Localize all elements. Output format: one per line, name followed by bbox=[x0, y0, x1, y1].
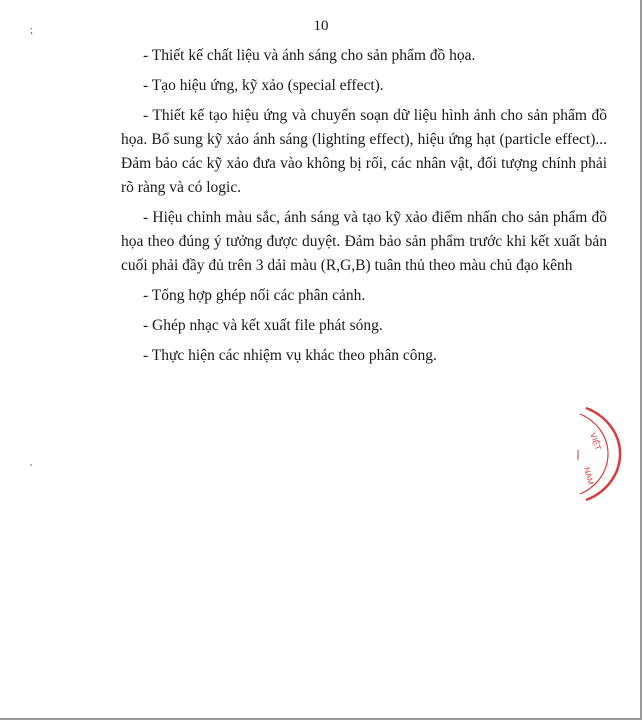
paragraph-color-correction: - Hiệu chỉnh màu sắc, ánh sáng và tạo kỹ xảo điểm nhấn cho sản phẩm đồ họa theo đúng ý tưởng được duyệt. Đảm bảo sản phẩm trước khi kết xuất bản cuối phải đầy đủ trên 3 dải màu (R,G,B) tuân thủ theo màu chủ đạo kênh bbox=[121, 209, 607, 274]
company-stamp bbox=[572, 404, 628, 504]
paragraph-material-lighting: - Thiết kế chất liệu và ánh sáng cho sản phẩm đồ họa. bbox=[143, 47, 476, 64]
body-text bbox=[121, 44, 607, 374]
paragraph-special-effect: - Tạo hiệu ứng, kỹ xảo (special effect). bbox=[143, 77, 384, 94]
margin-mark-semicolon: ; bbox=[30, 24, 34, 36]
paragraph-compositing: - Tổng hợp ghép nối các phân cảnh. bbox=[143, 287, 366, 304]
stamp-text-top: VIỆT bbox=[588, 431, 603, 452]
stamp-text-bottom: NAM bbox=[582, 466, 596, 486]
stamp-outer-ring bbox=[586, 408, 620, 500]
paragraph-music-export: - Ghép nhạc và kết xuất file phát sóng. bbox=[143, 317, 383, 334]
margin-mark-tick: ' bbox=[30, 462, 32, 474]
paragraph-effects-design: - Thiết kế tạo hiệu ứng và chuyển soạn dữ liệu hình ảnh cho sản phẩm đồ họa. Bổ sung kỹ xảo ánh sáng (lighting effect), hiệu ứng hạt (particle effect)... Đảm bảo các kỹ xảo đưa vào không bị rối, các nhân vật, đối tượng chính phải rõ ràng và có logic. bbox=[121, 107, 607, 196]
paragraph-other-tasks: - Thực hiện các nhiệm vụ khác theo phân công. bbox=[143, 347, 437, 364]
page-number: 10 bbox=[313, 18, 329, 34]
